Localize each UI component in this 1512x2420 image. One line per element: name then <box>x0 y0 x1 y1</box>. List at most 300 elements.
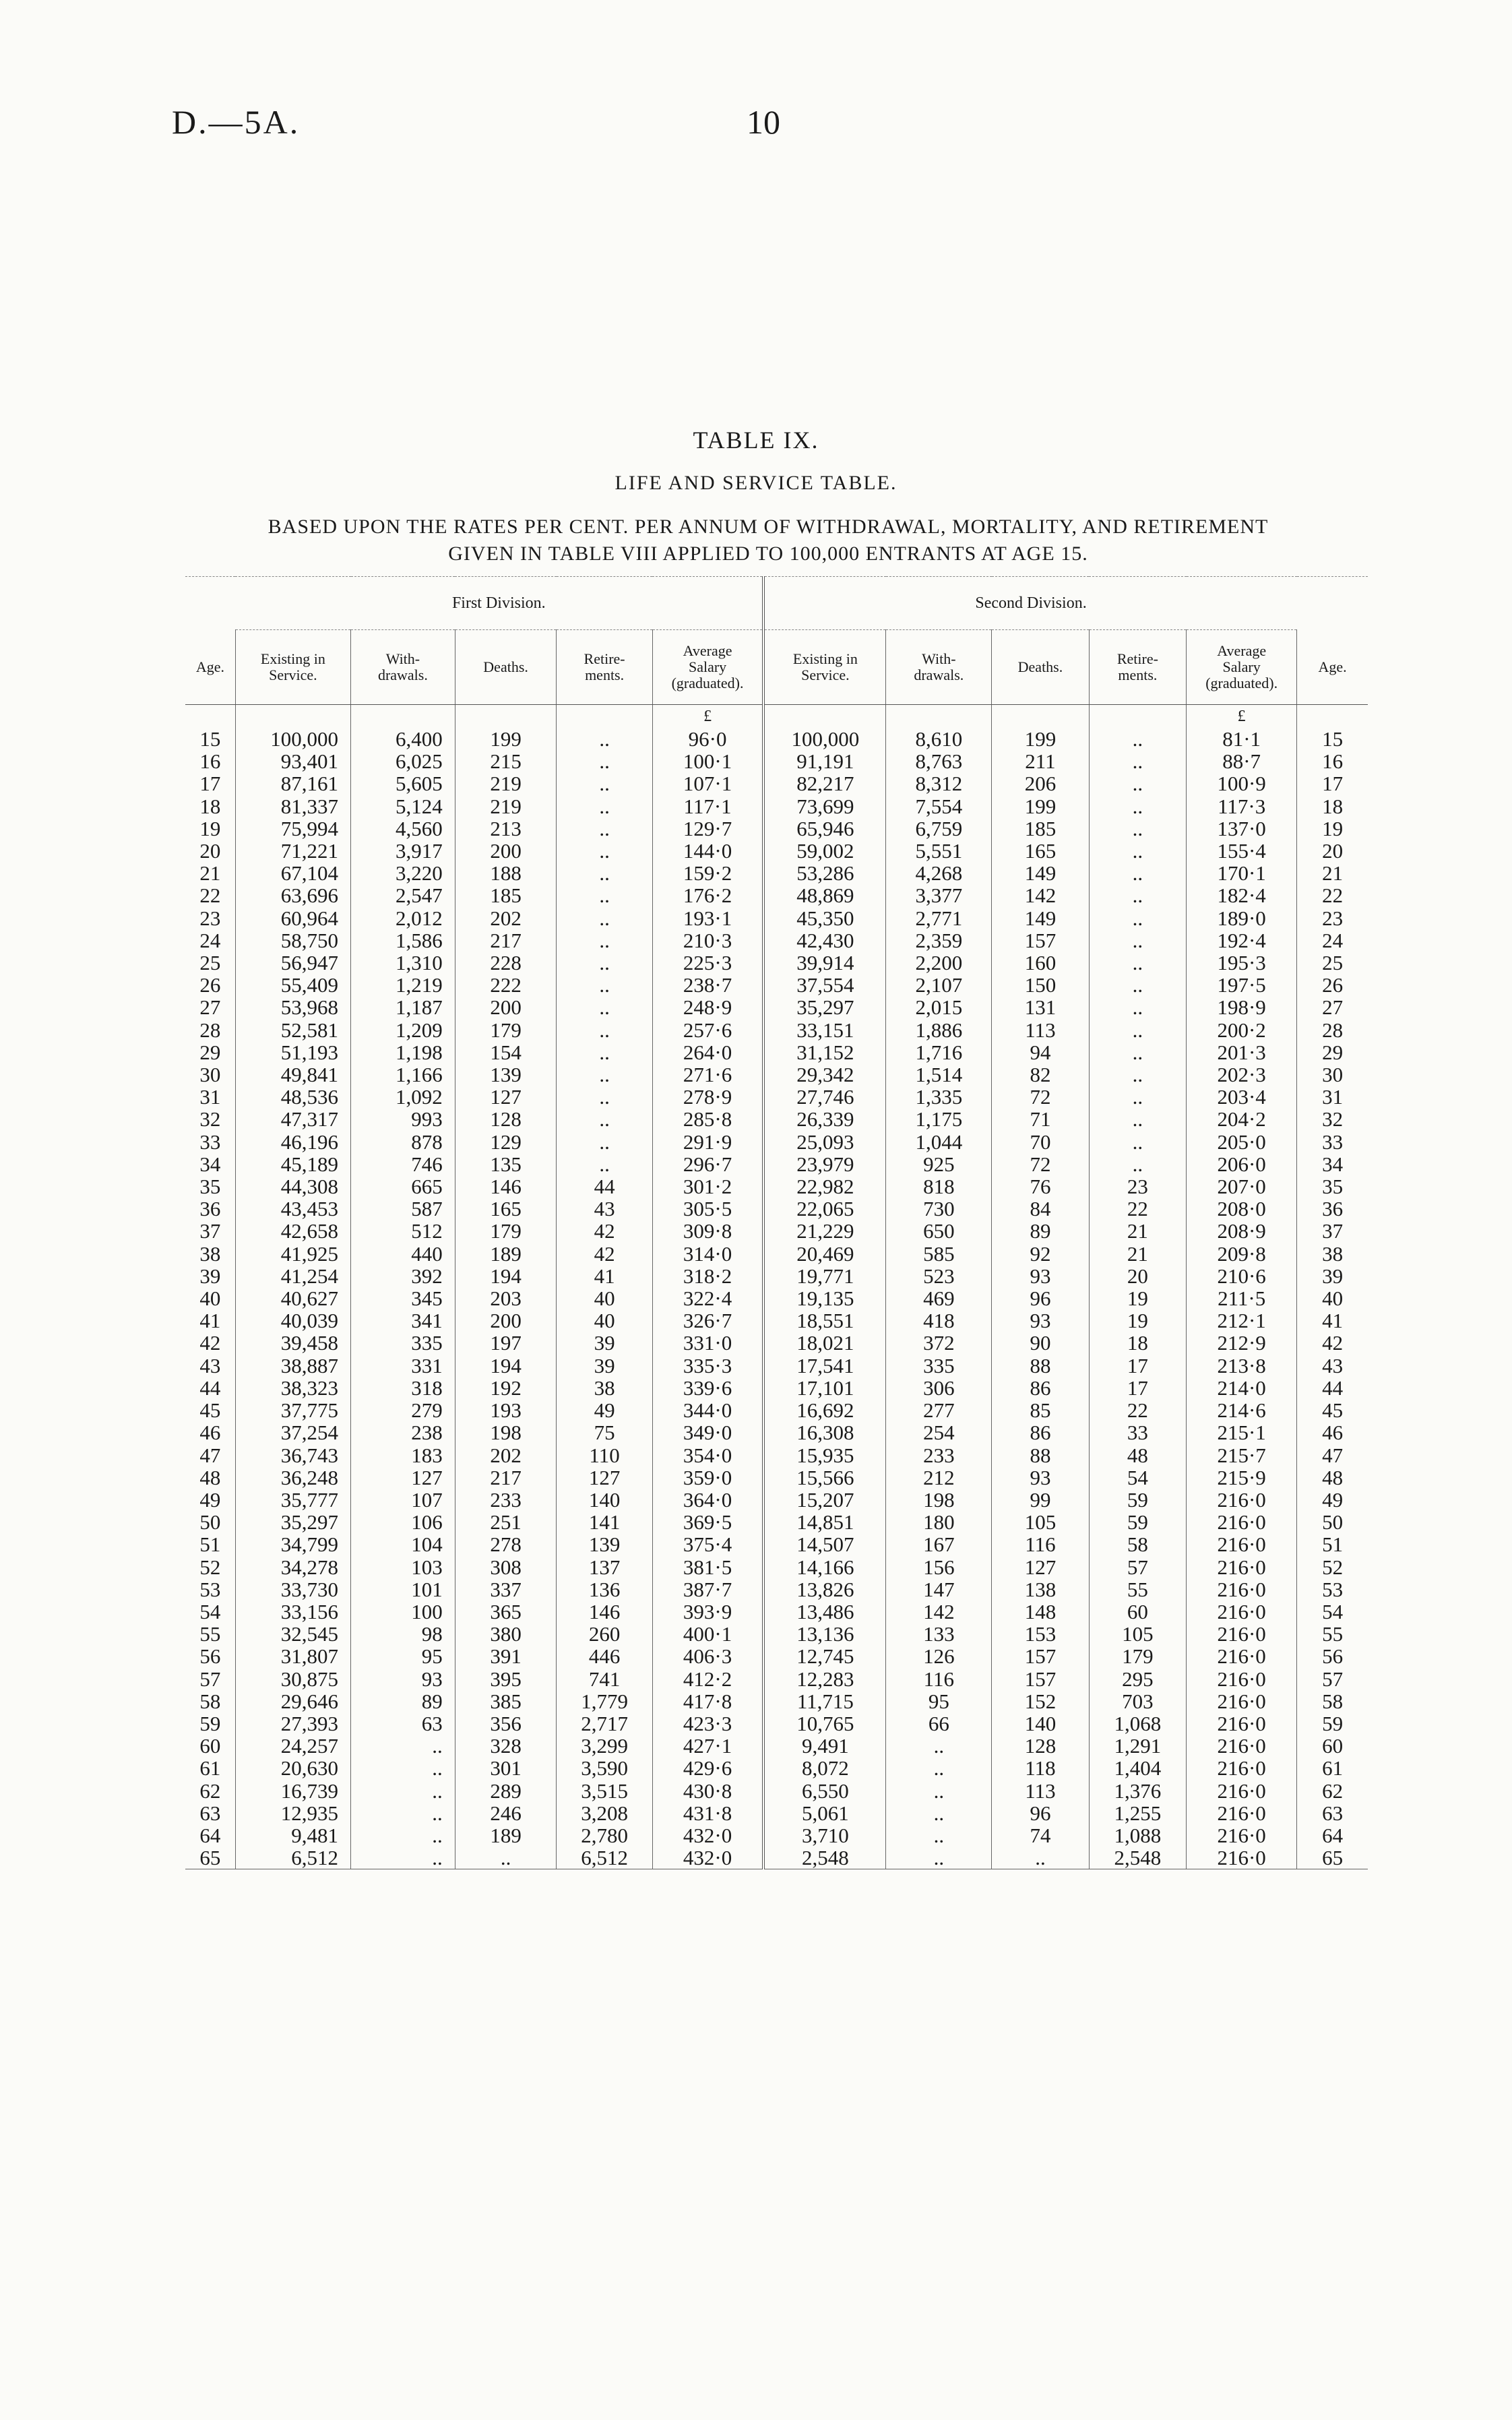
cell-age-right: 55 <box>1322 1622 1344 1646</box>
cell-existing-2: 13,826 <box>763 1578 886 1601</box>
cell-existing-2: 15,935 <box>763 1444 886 1466</box>
cell-existing: 45,189 <box>235 1153 350 1175</box>
cell-retirements-2: .. <box>1089 817 1186 840</box>
cell-age: 45 <box>185 1399 235 1421</box>
cell-withdrawals-2: 66 <box>886 1712 992 1735</box>
cell-deaths: 127 <box>455 1086 557 1108</box>
header-blank <box>185 577 235 630</box>
cell-age-right: 31 <box>1322 1085 1344 1109</box>
cell-existing-2: 3,710 <box>763 1824 886 1847</box>
table-row <box>185 1824 1368 1847</box>
cell-existing-2: 48,869 <box>763 884 886 906</box>
cell-deaths: 189 <box>455 1243 557 1265</box>
cell-salary: 349·0 <box>652 1421 763 1444</box>
cell-salary-2: 216·0 <box>1187 1824 1297 1847</box>
cell-deaths-2: 160 <box>992 952 1089 974</box>
table-row <box>185 1332 1368 1354</box>
cell-retirements-2: .. <box>1089 929 1186 952</box>
cell-age-right: 49 <box>1322 1487 1344 1512</box>
cell-age-right: 43 <box>1322 1353 1344 1377</box>
cell-existing-2: 45,350 <box>763 907 886 929</box>
cell-retirements-2: 57 <box>1089 1556 1186 1578</box>
cell-withdrawals-2: 2,359 <box>886 929 992 952</box>
cell-deaths-2: 70 <box>992 1131 1089 1153</box>
cell-salary: 331·0 <box>652 1332 763 1354</box>
cell-withdrawals-2: 1,514 <box>886 1063 992 1086</box>
cell-existing-2: 22,982 <box>763 1175 886 1198</box>
cell-existing-2: 15,566 <box>763 1466 886 1489</box>
cell-deaths-2: 76 <box>992 1175 1089 1198</box>
table-row <box>185 772 1368 795</box>
cell-withdrawals-2: 1,044 <box>886 1131 992 1153</box>
cell-deaths-2: 99 <box>992 1489 1089 1511</box>
cell-existing: 42,658 <box>235 1220 350 1242</box>
second-division-header: Second Division. <box>763 577 1296 630</box>
cell-age: 25 <box>185 952 235 974</box>
cell-retirements: 141 <box>557 1511 652 1533</box>
cell-deaths-2: 157 <box>992 1645 1089 1667</box>
table-row <box>185 1623 1368 1645</box>
cell-retirements: 3,515 <box>557 1780 652 1802</box>
cell-age: 35 <box>185 1175 235 1198</box>
cell-withdrawals-2: 1,335 <box>886 1086 992 1108</box>
cell-retirements: 260 <box>557 1623 652 1645</box>
cell-salary-2: 216·0 <box>1187 1847 1297 1869</box>
cell-withdrawals: 318 <box>351 1377 455 1399</box>
cell-withdrawals-2: 133 <box>886 1623 992 1645</box>
cell-existing-2: 11,715 <box>763 1690 886 1712</box>
cell-withdrawals-2: 180 <box>886 1511 992 1533</box>
cell-existing-2: 42,430 <box>763 929 886 952</box>
cell-salary: 318·2 <box>652 1265 763 1287</box>
cell-withdrawals: 63 <box>351 1712 455 1735</box>
cell-age-right: 51 <box>1322 1532 1344 1557</box>
cell-withdrawals-2: 818 <box>886 1175 992 1198</box>
cell-age-right: 28 <box>1322 1018 1344 1042</box>
cell-withdrawals: 1,586 <box>351 929 455 952</box>
cell-salary: 432·0 <box>652 1847 763 1869</box>
cell-existing-2: 2,548 <box>763 1847 886 1869</box>
cell-retirements: 39 <box>557 1332 652 1354</box>
cell-deaths: 356 <box>455 1712 557 1735</box>
col-header-existing: Existing in Service. <box>235 630 350 705</box>
cell-existing: 34,278 <box>235 1556 350 1578</box>
cell-retirements-2: 60 <box>1089 1601 1186 1623</box>
cell-withdrawals: 3,220 <box>351 862 455 884</box>
cell-deaths: 193 <box>455 1399 557 1421</box>
cell-deaths: 215 <box>455 750 557 772</box>
cell-salary-2: 211·5 <box>1187 1287 1297 1309</box>
cell-retirements: 446 <box>557 1645 652 1667</box>
table-row <box>185 817 1368 840</box>
cell-withdrawals-2: 198 <box>886 1489 992 1511</box>
cell-existing-2: 73,699 <box>763 795 886 817</box>
cell-age-right: 29 <box>1322 1040 1344 1064</box>
cell-withdrawals-2: 4,268 <box>886 862 992 884</box>
cell-withdrawals: 392 <box>351 1265 455 1287</box>
cell-deaths: 202 <box>455 1444 557 1466</box>
table-row <box>185 1757 1368 1779</box>
cell-retirements: .. <box>557 1108 652 1130</box>
table-row <box>185 1153 1368 1175</box>
cell-retirements: 140 <box>557 1489 652 1511</box>
cell-retirements-2: .. <box>1089 1063 1186 1086</box>
cell-retirements: 43 <box>557 1198 652 1220</box>
cell-existing: 46,196 <box>235 1131 350 1153</box>
cell-salary: 369·5 <box>652 1511 763 1533</box>
cell-existing-2: 6,550 <box>763 1780 886 1802</box>
cell-salary-2: 216·0 <box>1187 1780 1297 1802</box>
cell-withdrawals: 1,209 <box>351 1019 455 1041</box>
cell-existing-2: 18,551 <box>763 1309 886 1332</box>
cell-age-right: 26 <box>1322 973 1344 997</box>
cell-deaths-2: 82 <box>992 1063 1089 1086</box>
cell-existing: 75,994 <box>235 817 350 840</box>
cell-age: 48 <box>185 1466 235 1489</box>
cell-retirements: 139 <box>557 1533 652 1555</box>
cell-age: 64 <box>185 1824 235 1847</box>
cell-deaths-2: 157 <box>992 1668 1089 1690</box>
cell-existing-2: 23,979 <box>763 1153 886 1175</box>
cell-deaths: 129 <box>455 1131 557 1153</box>
cell-withdrawals: 6,400 <box>351 728 455 750</box>
cell-retirements-2: 17 <box>1089 1355 1186 1377</box>
cell-age: 56 <box>185 1645 235 1667</box>
cell-deaths: 213 <box>455 817 557 840</box>
cell-withdrawals: 331 <box>351 1355 455 1377</box>
cell-deaths: 217 <box>455 1466 557 1489</box>
cell-deaths-2: 88 <box>992 1444 1089 1466</box>
cell-salary: 264·0 <box>652 1041 763 1063</box>
cell-age: 37 <box>185 1220 235 1242</box>
cell-retirements-2: .. <box>1089 1086 1186 1108</box>
cell-retirements-2: 1,088 <box>1089 1824 1186 1847</box>
table-row <box>185 1668 1368 1690</box>
cell-salary-2: 212·1 <box>1187 1309 1297 1332</box>
cell-age: 15 <box>185 728 235 750</box>
cell-existing: 44,308 <box>235 1175 350 1198</box>
cell-existing-2: 33,151 <box>763 1019 886 1041</box>
cell-retirements-2: 54 <box>1089 1466 1186 1489</box>
cell-existing-2: 17,101 <box>763 1377 886 1399</box>
col-header-retirements-2: Retire- ments. <box>1089 630 1186 705</box>
cell-deaths: 128 <box>455 1108 557 1130</box>
cell-age: 52 <box>185 1556 235 1578</box>
cell-withdrawals: 183 <box>351 1444 455 1466</box>
col-header-deaths-2: Deaths. <box>992 630 1089 705</box>
cell-existing-2: 8,072 <box>763 1757 886 1779</box>
cell-withdrawals-2: 116 <box>886 1668 992 1690</box>
cell-deaths-2: 74 <box>992 1824 1089 1847</box>
cell-deaths-2: 92 <box>992 1243 1089 1265</box>
cell-deaths: 301 <box>455 1757 557 1779</box>
cell-retirements-2: 22 <box>1089 1399 1186 1421</box>
cell-existing: 41,254 <box>235 1265 350 1287</box>
cell-deaths-2: 94 <box>992 1041 1089 1063</box>
cell-salary: 430·8 <box>652 1780 763 1802</box>
cell-deaths-2: 142 <box>992 884 1089 906</box>
cell-withdrawals-2: 8,312 <box>886 772 992 795</box>
cell-withdrawals: 279 <box>351 1399 455 1421</box>
cell-salary-2: 155·4 <box>1187 840 1297 862</box>
cell-withdrawals: 665 <box>351 1175 455 1198</box>
table-row <box>185 1019 1368 1041</box>
cell-retirements-2: 59 <box>1089 1489 1186 1511</box>
cell-deaths-2: 157 <box>992 929 1089 952</box>
table-row <box>185 1601 1368 1623</box>
cell-age-right: 57 <box>1322 1667 1344 1691</box>
cell-deaths-2: 96 <box>992 1287 1089 1309</box>
cell-retirements-2: 23 <box>1089 1175 1186 1198</box>
cell-existing-2: 19,771 <box>763 1265 886 1287</box>
cell-salary: 117·1 <box>652 795 763 817</box>
cell-retirements-2: .. <box>1089 728 1186 750</box>
cell-withdrawals: .. <box>351 1802 455 1824</box>
cell-retirements-2: 19 <box>1089 1287 1186 1309</box>
cell-salary: 387·7 <box>652 1578 763 1601</box>
cell-deaths: 328 <box>455 1735 557 1757</box>
table-row <box>185 1220 1368 1242</box>
col-header-withdrawals-2: With- drawals. <box>886 630 992 705</box>
cell-existing-2: 21,229 <box>763 1220 886 1242</box>
cell-retirements-2: 1,255 <box>1089 1802 1186 1824</box>
cell-existing-2: 37,554 <box>763 974 886 996</box>
cell-age: 27 <box>185 996 235 1018</box>
cell-age-right: 25 <box>1322 951 1344 975</box>
cell-salary-2: 216·0 <box>1187 1735 1297 1757</box>
cell-retirements-2: .. <box>1089 996 1186 1018</box>
cell-age-right: 35 <box>1322 1175 1344 1199</box>
cell-deaths: 200 <box>455 1309 557 1332</box>
cell-existing: 39,458 <box>235 1332 350 1354</box>
cell-withdrawals-2: .. <box>886 1802 992 1824</box>
cell-deaths: 197 <box>455 1332 557 1354</box>
cell-existing-2: 82,217 <box>763 772 886 795</box>
cell-salary-2: 216·0 <box>1187 1802 1297 1824</box>
cell-existing: 67,104 <box>235 862 350 884</box>
cell-retirements: .. <box>557 750 652 772</box>
cell-age-right: 39 <box>1322 1264 1344 1288</box>
cell-existing: 32,545 <box>235 1623 350 1645</box>
cell-salary-2: 203·4 <box>1187 1086 1297 1108</box>
cell-deaths: 233 <box>455 1489 557 1511</box>
cell-salary-2: 195·3 <box>1187 952 1297 974</box>
cell-age-right: 27 <box>1322 995 1344 1020</box>
cell-age: 58 <box>185 1690 235 1712</box>
cell-deaths: 198 <box>455 1421 557 1444</box>
cell-age: 33 <box>185 1131 235 1153</box>
table-row <box>185 1735 1368 1757</box>
cell-retirements: 3,299 <box>557 1735 652 1757</box>
cell-deaths-2: 127 <box>992 1556 1089 1578</box>
cell-withdrawals: 89 <box>351 1690 455 1712</box>
cell-age-right: 34 <box>1322 1152 1344 1176</box>
cell-deaths-2: 90 <box>992 1332 1089 1354</box>
cell-retirements: .. <box>557 728 652 750</box>
first-division-header: First Division. <box>235 577 763 630</box>
table-row <box>185 1802 1368 1824</box>
cell-age: 20 <box>185 840 235 862</box>
cell-withdrawals: 103 <box>351 1556 455 1578</box>
cell-existing-2: 14,851 <box>763 1511 886 1533</box>
cell-withdrawals-2: 142 <box>886 1601 992 1623</box>
cell-salary: 359·0 <box>652 1466 763 1489</box>
cell-salary-2: 117·3 <box>1187 795 1297 817</box>
cell-withdrawals: 993 <box>351 1108 455 1130</box>
cell-salary-2: 100·9 <box>1187 772 1297 795</box>
cell-deaths: 365 <box>455 1601 557 1623</box>
cell-existing: 33,156 <box>235 1601 350 1623</box>
cell-existing: 6,512 <box>235 1847 350 1869</box>
table-row <box>185 996 1368 1018</box>
cell-retirements-2: 22 <box>1089 1198 1186 1220</box>
cell-salary-2: 216·0 <box>1187 1668 1297 1690</box>
cell-existing: 29,646 <box>235 1690 350 1712</box>
cell-age: 17 <box>185 772 235 795</box>
col-header-age-right: Age. <box>1297 630 1368 705</box>
cell-retirements-2: 48 <box>1089 1444 1186 1466</box>
cell-existing: 58,750 <box>235 929 350 952</box>
table-row <box>185 952 1368 974</box>
cell-withdrawals: 5,124 <box>351 795 455 817</box>
cell-retirements: .. <box>557 952 652 974</box>
cell-age-right: 46 <box>1322 1421 1344 1445</box>
cell-age: 60 <box>185 1735 235 1757</box>
cell-age-right: 24 <box>1322 928 1344 952</box>
cell-age: 51 <box>185 1533 235 1555</box>
table-row <box>185 1511 1368 1533</box>
cell-salary: 364·0 <box>652 1489 763 1511</box>
cell-existing-2: 20,469 <box>763 1243 886 1265</box>
cell-withdrawals: 127 <box>351 1466 455 1489</box>
cell-salary: 344·0 <box>652 1399 763 1421</box>
cell-deaths: 251 <box>455 1511 557 1533</box>
header-blank <box>1297 577 1368 630</box>
cell-salary: 412·2 <box>652 1668 763 1690</box>
cell-withdrawals-2: 6,759 <box>886 817 992 840</box>
cell-withdrawals-2: 418 <box>886 1309 992 1332</box>
cell-retirements: 42 <box>557 1220 652 1242</box>
cell-withdrawals: 341 <box>351 1309 455 1332</box>
cell-salary-2: 216·0 <box>1187 1533 1297 1555</box>
cell-salary: 427·1 <box>652 1735 763 1757</box>
cell-salary: 335·3 <box>652 1355 763 1377</box>
cell-withdrawals-2: 306 <box>886 1377 992 1399</box>
cell-retirements-2: .. <box>1089 1019 1186 1041</box>
cell-age-right: 33 <box>1322 1129 1344 1154</box>
cell-salary-2: 216·0 <box>1187 1511 1297 1533</box>
cell-deaths: 217 <box>455 929 557 952</box>
cell-existing: 63,696 <box>235 884 350 906</box>
cell-salary-2: 201·3 <box>1187 1041 1297 1063</box>
cell-existing-2: 10,765 <box>763 1712 886 1735</box>
cell-salary-2: 81·1 <box>1187 728 1297 750</box>
cell-age-right: 45 <box>1322 1398 1344 1423</box>
cell-age-right: 58 <box>1322 1689 1344 1713</box>
cell-existing-2: 16,308 <box>763 1421 886 1444</box>
cell-existing: 35,297 <box>235 1511 350 1533</box>
cell-deaths: 199 <box>455 728 557 750</box>
cell-salary-2: 215·7 <box>1187 1444 1297 1466</box>
cell-retirements: .. <box>557 907 652 929</box>
cell-existing: 93,401 <box>235 750 350 772</box>
cell-existing: 37,775 <box>235 1399 350 1421</box>
cell-existing-2: 14,166 <box>763 1556 886 1578</box>
cell-deaths-2: 128 <box>992 1735 1089 1757</box>
cell-withdrawals-2: 523 <box>886 1265 992 1287</box>
cell-deaths: 246 <box>455 1802 557 1824</box>
cell-retirements-2: .. <box>1089 1108 1186 1130</box>
cell-existing: 36,248 <box>235 1466 350 1489</box>
cell-retirements: 3,208 <box>557 1802 652 1824</box>
cell-deaths: 278 <box>455 1533 557 1555</box>
cell-age: 24 <box>185 929 235 952</box>
cell-age: 28 <box>185 1019 235 1041</box>
cell-age: 31 <box>185 1086 235 1108</box>
cell-withdrawals-2: 1,175 <box>886 1108 992 1130</box>
cell-salary: 301·2 <box>652 1175 763 1198</box>
cell-salary-2: 205·0 <box>1187 1131 1297 1153</box>
col-header-existing-2: Existing in Service. <box>763 630 886 705</box>
cell-deaths-2: 148 <box>992 1601 1089 1623</box>
cell-withdrawals-2: 372 <box>886 1332 992 1354</box>
cell-age: 30 <box>185 1063 235 1086</box>
cell-salary-2: 206·0 <box>1187 1153 1297 1175</box>
cell-withdrawals-2: .. <box>886 1847 992 1869</box>
cell-deaths-2: 149 <box>992 862 1089 884</box>
cell-salary-2: 170·1 <box>1187 862 1297 884</box>
cell-age: 16 <box>185 750 235 772</box>
cell-retirements-2: 1,404 <box>1089 1757 1186 1779</box>
table-row <box>185 974 1368 996</box>
table-row <box>185 1355 1368 1377</box>
cell-age-right: 32 <box>1322 1107 1344 1131</box>
cell-retirements-2: 179 <box>1089 1645 1186 1667</box>
cell-retirements-2: 59 <box>1089 1511 1186 1533</box>
cell-existing-2: 35,297 <box>763 996 886 1018</box>
cell-salary: 159·2 <box>652 862 763 884</box>
cell-age-right: 17 <box>1322 772 1344 796</box>
cell-deaths: 219 <box>455 795 557 817</box>
cell-salary: 431·8 <box>652 1802 763 1824</box>
cell-existing: 55,409 <box>235 974 350 996</box>
cell-withdrawals-2: 925 <box>886 1153 992 1175</box>
cell-age: 41 <box>185 1309 235 1332</box>
cell-salary-2: 214·0 <box>1187 1377 1297 1399</box>
cell-existing: 87,161 <box>235 772 350 795</box>
cell-existing-2: 59,002 <box>763 840 886 862</box>
cell-age: 32 <box>185 1108 235 1130</box>
cell-withdrawals: 106 <box>351 1511 455 1533</box>
cell-retirements-2: 21 <box>1089 1243 1186 1265</box>
cell-retirements: 40 <box>557 1287 652 1309</box>
col-header-salary-2: Average Salary (graduated). <box>1187 630 1297 705</box>
cell-deaths-2: .. <box>992 1847 1089 1869</box>
cell-salary-2: 216·0 <box>1187 1556 1297 1578</box>
cell-age: 61 <box>185 1757 235 1779</box>
cell-age: 19 <box>185 817 235 840</box>
cell-retirements: 136 <box>557 1578 652 1601</box>
cell-salary-2: 216·0 <box>1187 1623 1297 1645</box>
cell-retirements: .. <box>557 1041 652 1063</box>
table-row <box>185 1444 1368 1466</box>
cell-salary: 381·5 <box>652 1556 763 1578</box>
cell-existing-2: 16,692 <box>763 1399 886 1421</box>
cell-existing: 31,807 <box>235 1645 350 1667</box>
cell-existing-2: 17,541 <box>763 1355 886 1377</box>
cell-retirements-2: 1,376 <box>1089 1780 1186 1802</box>
cell-deaths: 165 <box>455 1198 557 1220</box>
